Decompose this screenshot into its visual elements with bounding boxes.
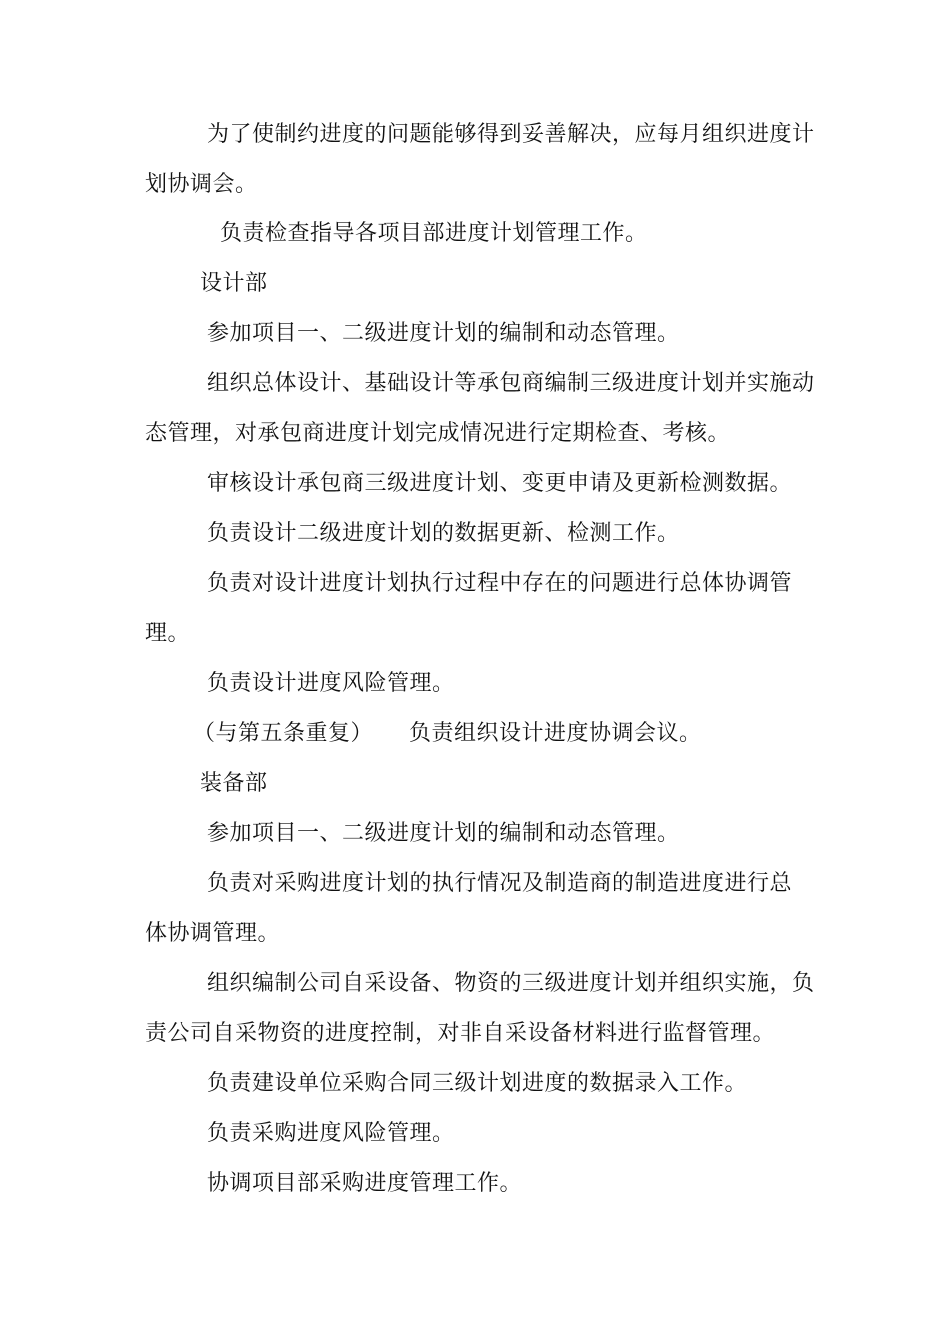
paragraph-line: 审核设计承包商三级进度计划、变更申请及更新检测数据。 [207, 471, 793, 496]
paragraph-text: 负责组织设计进度协调会议。 [409, 721, 702, 746]
paragraph-line: 负责对采购进度计划的执行情况及制造商的制造进度进行总 [207, 871, 793, 896]
section-heading-equipment: 装备部 [200, 771, 268, 796]
paragraph-line: 参加项目一、二级进度计划的编制和动态管理。 [207, 321, 680, 346]
paragraph-line-duplicate-note [145, 719, 863, 749]
paragraph-line: 组织编制公司自采设备、物资的三级进度计划并组织实施，负 [207, 971, 815, 996]
paragraph-line: 划协调会。 [145, 172, 258, 197]
paragraph-line: 责公司自采物资的进度控制，对非自采设备材料进行监督管理。 [145, 1021, 776, 1046]
paragraph-line: 负责设计进度风险管理。 [207, 671, 455, 696]
paragraph-line: 体协调管理。 [145, 921, 281, 946]
paragraph-line: 参加项目一、二级进度计划的编制和动态管理。 [207, 821, 680, 846]
paragraph-line: 协调项目部采购进度管理工作。 [207, 1171, 523, 1196]
paragraph-line: 负责建设单位采购合同三级计划进度的数据录入工作。 [207, 1071, 748, 1096]
paragraph-line: 负责对设计进度计划执行过程中存在的问题进行总体协调管 [207, 571, 793, 596]
paragraph-line: 态管理，对承包商进度计划完成情况进行定期检查、考核。 [145, 421, 731, 446]
paragraph-line: 为了使制约进度的问题能够得到妥善解决，应每月组织进度计 [207, 122, 815, 147]
paragraph-line: 负责检查指导各项目部进度计划管理工作。 [220, 221, 648, 246]
paragraph-line: 组织总体设计、基础设计等承包商编制三级进度计划并实施动 [207, 371, 815, 396]
duplicate-note: （与第五条重复） [193, 721, 374, 746]
section-heading-design: 设计部 [200, 271, 268, 296]
paragraph-line: 理。 [145, 621, 191, 646]
paragraph-line: 负责设计二级进度计划的数据更新、检测工作。 [207, 521, 680, 546]
paragraph-line: 负责采购进度风险管理。 [207, 1121, 455, 1146]
